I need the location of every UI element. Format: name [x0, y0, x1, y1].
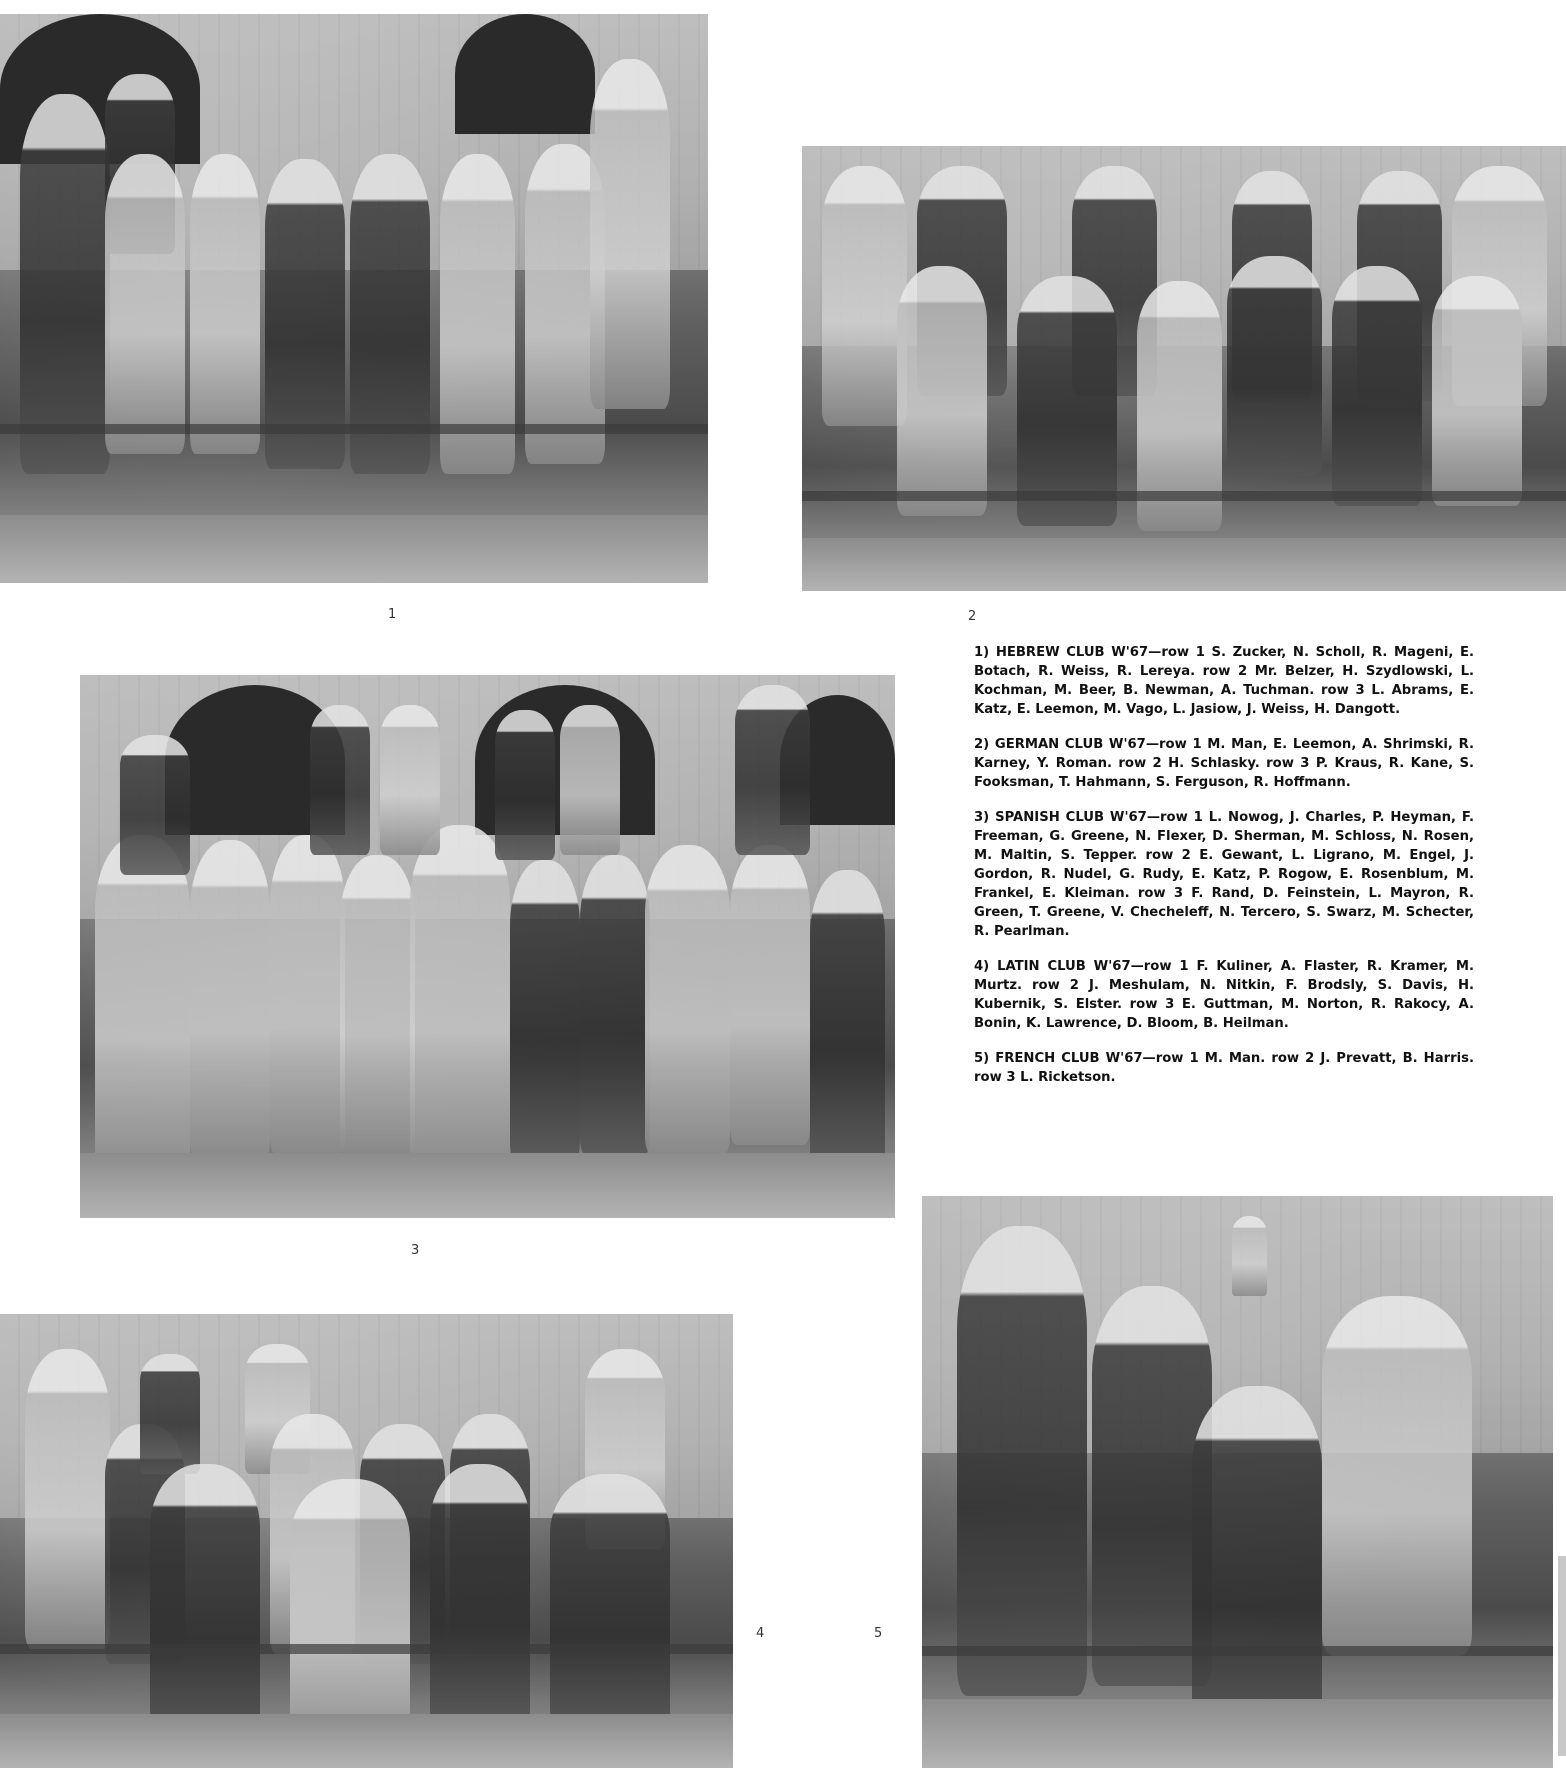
photo-bench — [0, 424, 708, 434]
photo-person — [20, 94, 110, 474]
captions-block — [974, 643, 1474, 1103]
photo-bench — [802, 491, 1566, 501]
photo-person — [190, 154, 260, 454]
photo-person — [590, 59, 670, 409]
photo-person — [1227, 256, 1322, 476]
photo-person — [120, 735, 190, 875]
caption-french-club: 5) FRENCH CLUB W'67—row 1 M. Man. row 2 J. Prevatt, B. Harris. row 3 L. Ricketson. — [974, 1051, 1474, 1085]
photo-person — [140, 1354, 200, 1474]
photo-person — [430, 1464, 530, 1734]
photo-archway — [455, 14, 595, 134]
photo-ground — [922, 1699, 1553, 1768]
photo-person — [105, 154, 185, 454]
photo-person — [265, 159, 345, 469]
photo-spanish-club — [80, 675, 895, 1218]
photo-person — [735, 685, 810, 855]
photo-person — [1332, 266, 1422, 506]
caption-german-club: 2) GERMAN CLUB W'67—row 1 M. Man, E. Leemon, A. Shrimski, R. Karney, Y. Roman. row 2 H. Schlasky. row 3 P. Kraus, R. Kane, S. Fooksman, T. Hahmann, S. Ferguson, R. Hoffmann. — [974, 737, 1474, 790]
photo-person — [25, 1349, 110, 1649]
photo-ground — [0, 515, 708, 583]
photo-person — [95, 835, 190, 1175]
photo-person — [957, 1226, 1087, 1696]
photo-person — [380, 705, 440, 855]
photo-number-4: 4 — [756, 1626, 765, 1641]
photo-person — [1432, 276, 1522, 506]
photo-person — [1232, 1216, 1267, 1296]
photo-person — [510, 860, 580, 1160]
photo-number-1: 1 — [388, 607, 397, 622]
caption-latin-club: 4) LATIN CLUB W'67—row 1 F. Kuliner, A. Flaster, R. Kramer, M. Murtz. row 2 J. Meshulam, N. Nitkin, F. Brodsly, S. Davis, H. Kubernik, S. Elster. row 3 E. Guttman, M. Norton, R. Rakocy, A. Bonin, K. Lawrence, D. Bloom, B. Heilman. — [974, 959, 1474, 1031]
photo-person — [897, 266, 987, 516]
photo-person — [822, 166, 907, 426]
photo-person — [645, 845, 730, 1155]
photo-person — [150, 1464, 260, 1754]
photo-ground — [80, 1153, 895, 1218]
photo-german-club — [802, 146, 1566, 591]
photo-person — [1017, 276, 1117, 526]
photo-bench — [0, 1644, 733, 1654]
photo-number-5: 5 — [874, 1626, 883, 1641]
photo-hebrew-club — [0, 14, 708, 583]
photo-person — [340, 855, 415, 1155]
photo-person — [730, 845, 810, 1145]
photo-ground — [0, 1714, 733, 1768]
photo-person — [410, 825, 510, 1170]
photo-person — [1322, 1296, 1472, 1656]
caption-hebrew-club: 1) HEBREW CLUB W'67—row 1 S. Zucker, N. Scholl, R. Mageni, E. Botach, R. Weiss, R. Lereya. row 2 Mr. Belzer, H. Szydlowski, L. Kochman, M. Beer, B. Newman, A. Tuchman. row 3 L. Abrams, E. Katz, E. Leemon, M. Vago, L. Jasiow, J. Weiss, H. Dangott. — [974, 645, 1474, 717]
photo-person — [495, 710, 555, 860]
photo-person — [560, 705, 620, 855]
photo-number-2: 2 — [968, 609, 977, 624]
photo-number-3: 3 — [411, 1243, 420, 1258]
photo-person — [190, 840, 270, 1160]
photo-person — [270, 835, 345, 1155]
photo-person — [550, 1474, 670, 1744]
photo-latin-club — [0, 1314, 733, 1768]
photo-ground — [802, 538, 1566, 591]
page-edge-mark — [1558, 1556, 1566, 1756]
photo-person — [580, 855, 650, 1155]
photo-person — [810, 870, 885, 1170]
photo-person — [310, 705, 370, 855]
caption-spanish-club: 3) SPANISH CLUB W'67—row 1 L. Nowog, J. Charles, P. Heyman, F. Freeman, G. Greene, N. Flexer, D. Sherman, M. Schloss, N. Rosen, M. Maltin, S. Tepper. row 2 E. Gewant, L. Ligrano, M. Engel, J. Gordon, R. Nudel, G. Rudy, E. Katz, P. Rogow, E. Rosenblum, M. Frankel, E. Kleiman. row 3 F. Rand, D. Feinstein, L. Mayron, R. Green, T. Greene, V. Checheleff, N. Tercero, S. Swarz, M. Schecter, R. Pearlman. — [974, 810, 1474, 939]
photo-bench — [922, 1646, 1553, 1656]
photo-french-club — [922, 1196, 1553, 1768]
